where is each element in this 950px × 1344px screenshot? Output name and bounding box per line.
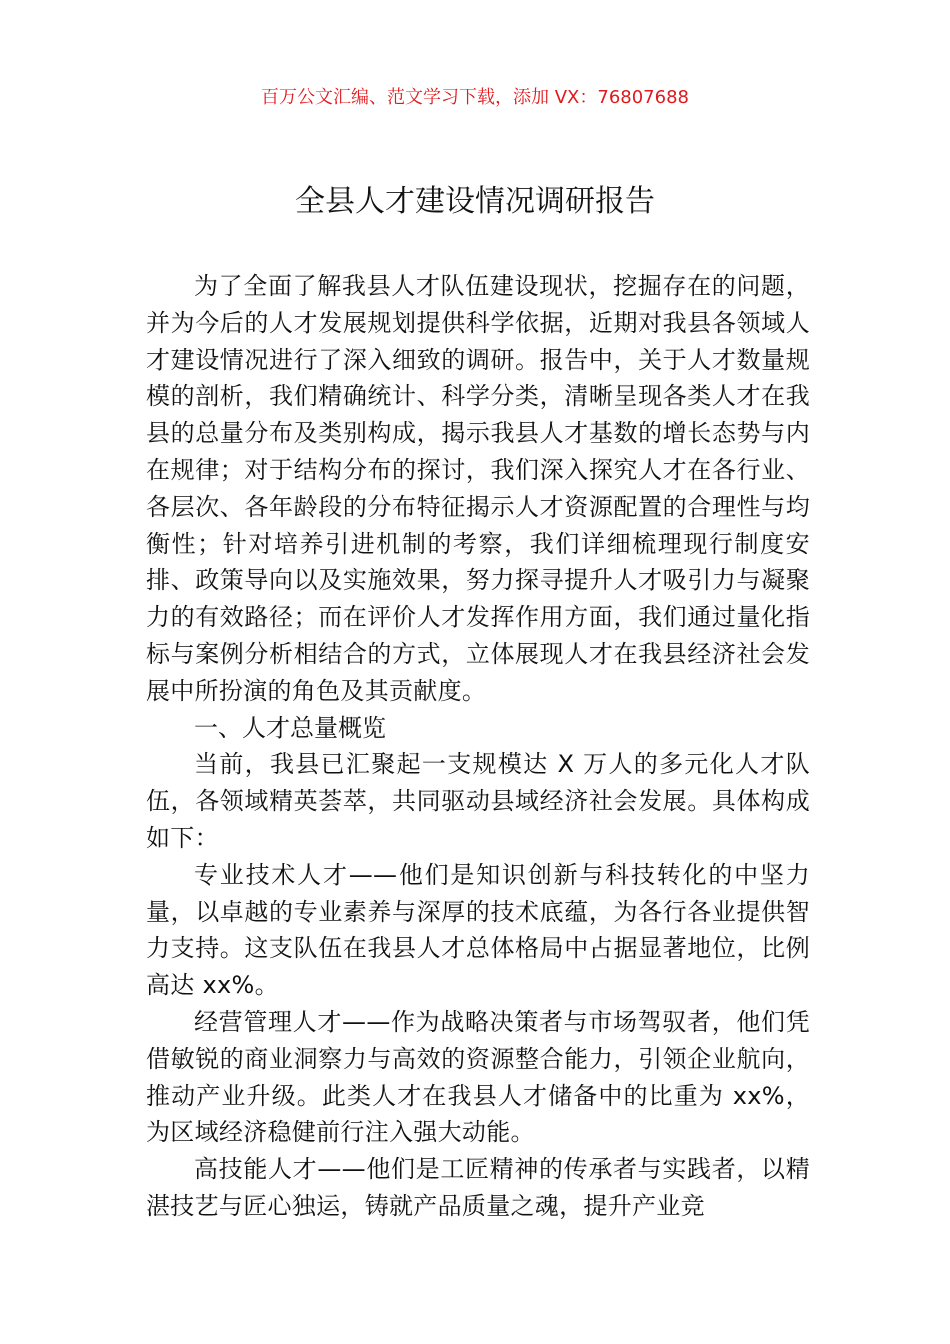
watermark-banner: 百万公文汇编、范文学习下载，添加 VX：76807688 xyxy=(261,87,689,108)
body-paragraph: 当前，我县已汇聚起一支规模达 X 万人的多元化人才队伍，各领域精英荟萃，共同驱动县域经济社会发展。具体构成如下： xyxy=(146,750,810,852)
document-title: 全县人才建设情况调研报告 xyxy=(295,184,655,219)
section-heading: 一、人才总量概览 xyxy=(194,713,386,742)
body-paragraph: 经营管理人才——作为战略决策者与市场驾驭者，他们凭借敏锐的商业洞察力与高效的资源整合能力，引领企业航向，推动产业升级。此类人才在我县人才储备中的比重为 xx%，为区域经济稳健前行注入强大动能。 xyxy=(146,1007,810,1147)
document-body xyxy=(146,268,810,1225)
body-paragraph: 高技能人才——他们是工匠精神的传承者与实践者，以精湛技艺与匠心独运，铸就产品质量之魂，提升产业竞 xyxy=(146,1155,810,1220)
intro-paragraph: 为了全面了解我县人才队伍建设现状，挖掘存在的问题，并为今后的人才发展规划提供科学依据，近期对我县各领域人才建设情况进行了深入细致的调研。报告中，关于人才数量规模的剖析，我们精确统计、科学分类，清晰呈现各类人才在我县的总量分布及类别构成，揭示我县人才基数的增长态势与内在规律；对于结构分布的探讨，我们深入探究人才在各行业、各层次、各年龄段的分布特征揭示人才资源配置的合理性与均衡性；针对培养引进机制的考察，我们详细梳理现行制度安排、政策导向以及实施效果，努力探寻提升人才吸引力与凝聚力的有效路径；而在评价人才发挥作用方面，我们通过量化指标与案例分析相结合的方式，立体展现人才在我县经济社会发展中所扮演的角色及其贡献度。 xyxy=(146,272,810,705)
body-paragraph: 专业技术人才——他们是知识创新与科技转化的中坚力量，以卓越的专业素养与深厚的技术底蕴，为各行各业提供智力支持。这支队伍在我县人才总体格局中占据显著地位，比例高达 xx%。 xyxy=(146,860,810,1000)
